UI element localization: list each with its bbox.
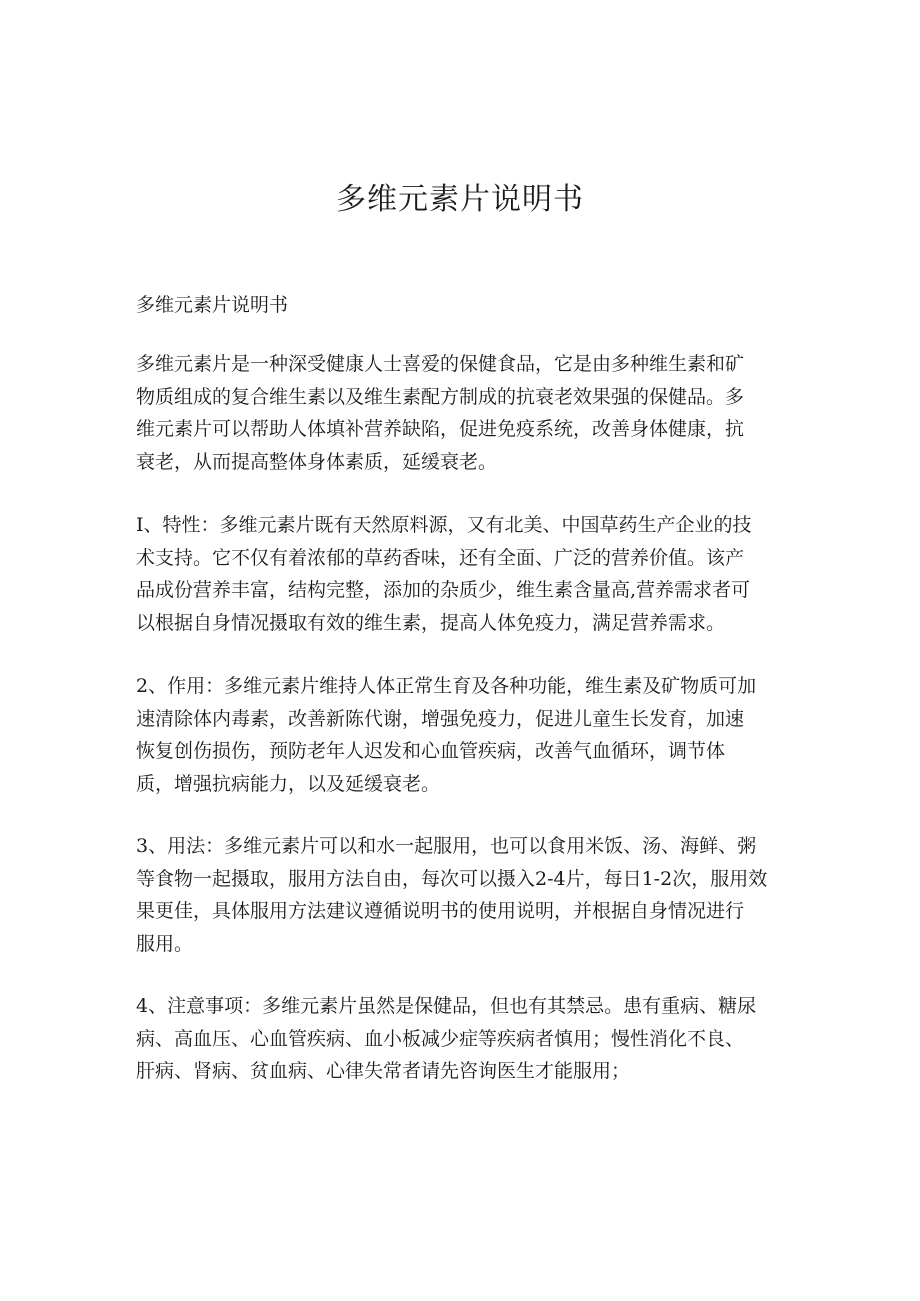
- paragraph-line: 等食物一起摄取，服用方法自由，每次可以摄入2-4片，每日1-2次，服用效: [136, 867, 768, 890]
- paragraph-line: 3、用法：多维元素片可以和水一起服用，也可以食用米饭、汤、海鲜、粥: [136, 835, 757, 857]
- document-title: 多维元素片说明书: [336, 182, 584, 217]
- paragraph-line: 质，增强抗病能力，以及延缓衰老。: [136, 772, 441, 795]
- usage-paragraph: [136, 830, 788, 960]
- paragraph-line: 服用。: [136, 932, 194, 955]
- paragraph-line: 果更佳，具体服用方法建议遵循说明书的使用说明，并根据自身情况进行: [136, 900, 745, 922]
- paragraph-line: 衰老，从而提高整体身体素质，延缓衰老。: [136, 450, 498, 473]
- paragraph-line: 2、作用：多维元素片维持人体正常生育及各种功能，维生素及矿物质可加: [136, 675, 757, 697]
- features-paragraph: [136, 509, 788, 639]
- intro-paragraph: [136, 348, 788, 478]
- paragraph-line: 维元素片可以帮助人体填补营养缺陷，促进免疫系统，改善身体健康，抗: [136, 418, 745, 440]
- paragraph-line: 病、高血压、心血管疾病、血小板减少症等疾病者慎用；慢性消化不良、: [136, 1027, 745, 1050]
- precautions-paragraph: [136, 990, 788, 1088]
- paragraph-line: 物质组成的复合维生素以及维生素配方制成的抗衰老效果强的保健品。多: [136, 385, 745, 408]
- paragraph-line: 术支持。它不仅有着浓郁的草药香味，还有全面、广泛的营养价值。该产: [136, 546, 745, 569]
- paragraph-line: 肝病、肾病、贫血病、心律失常者请先咨询医生才能服用；: [136, 1060, 631, 1082]
- paragraph-line: 品成份营养丰富，结构完整，添加的杂质少，维生素含量高,营养需求者可: [136, 579, 751, 601]
- paragraph-line: 以根据自身情况摄取有效的维生素，提高人体免疫力，满足营养需求。: [136, 611, 726, 634]
- paragraph-line: 4、注意事项：多维元素片虽然是保健品，但也有其禁忌。患有重病、糖尿: [136, 995, 757, 1017]
- paragraph-line: I、特性：多维元素片既有天然原料源，又有北美、中国草药生产企业的技: [136, 514, 752, 536]
- paragraph-line: 多维元素片是一种深受健康人士喜爱的保健食品，它是由多种维生素和矿: [136, 353, 745, 375]
- paragraph-line: 速清除体内毒素，改善新陈代谢，增强免疫力，促进儿童生长发育，加速: [136, 707, 745, 730]
- effects-paragraph: [136, 670, 788, 800]
- paragraph-line: 恢复创伤损伤，预防老年人迟发和心血管疾病，改善气血循环，调节体: [136, 740, 726, 762]
- document-subtitle: 多维元素片说明书: [136, 294, 289, 316]
